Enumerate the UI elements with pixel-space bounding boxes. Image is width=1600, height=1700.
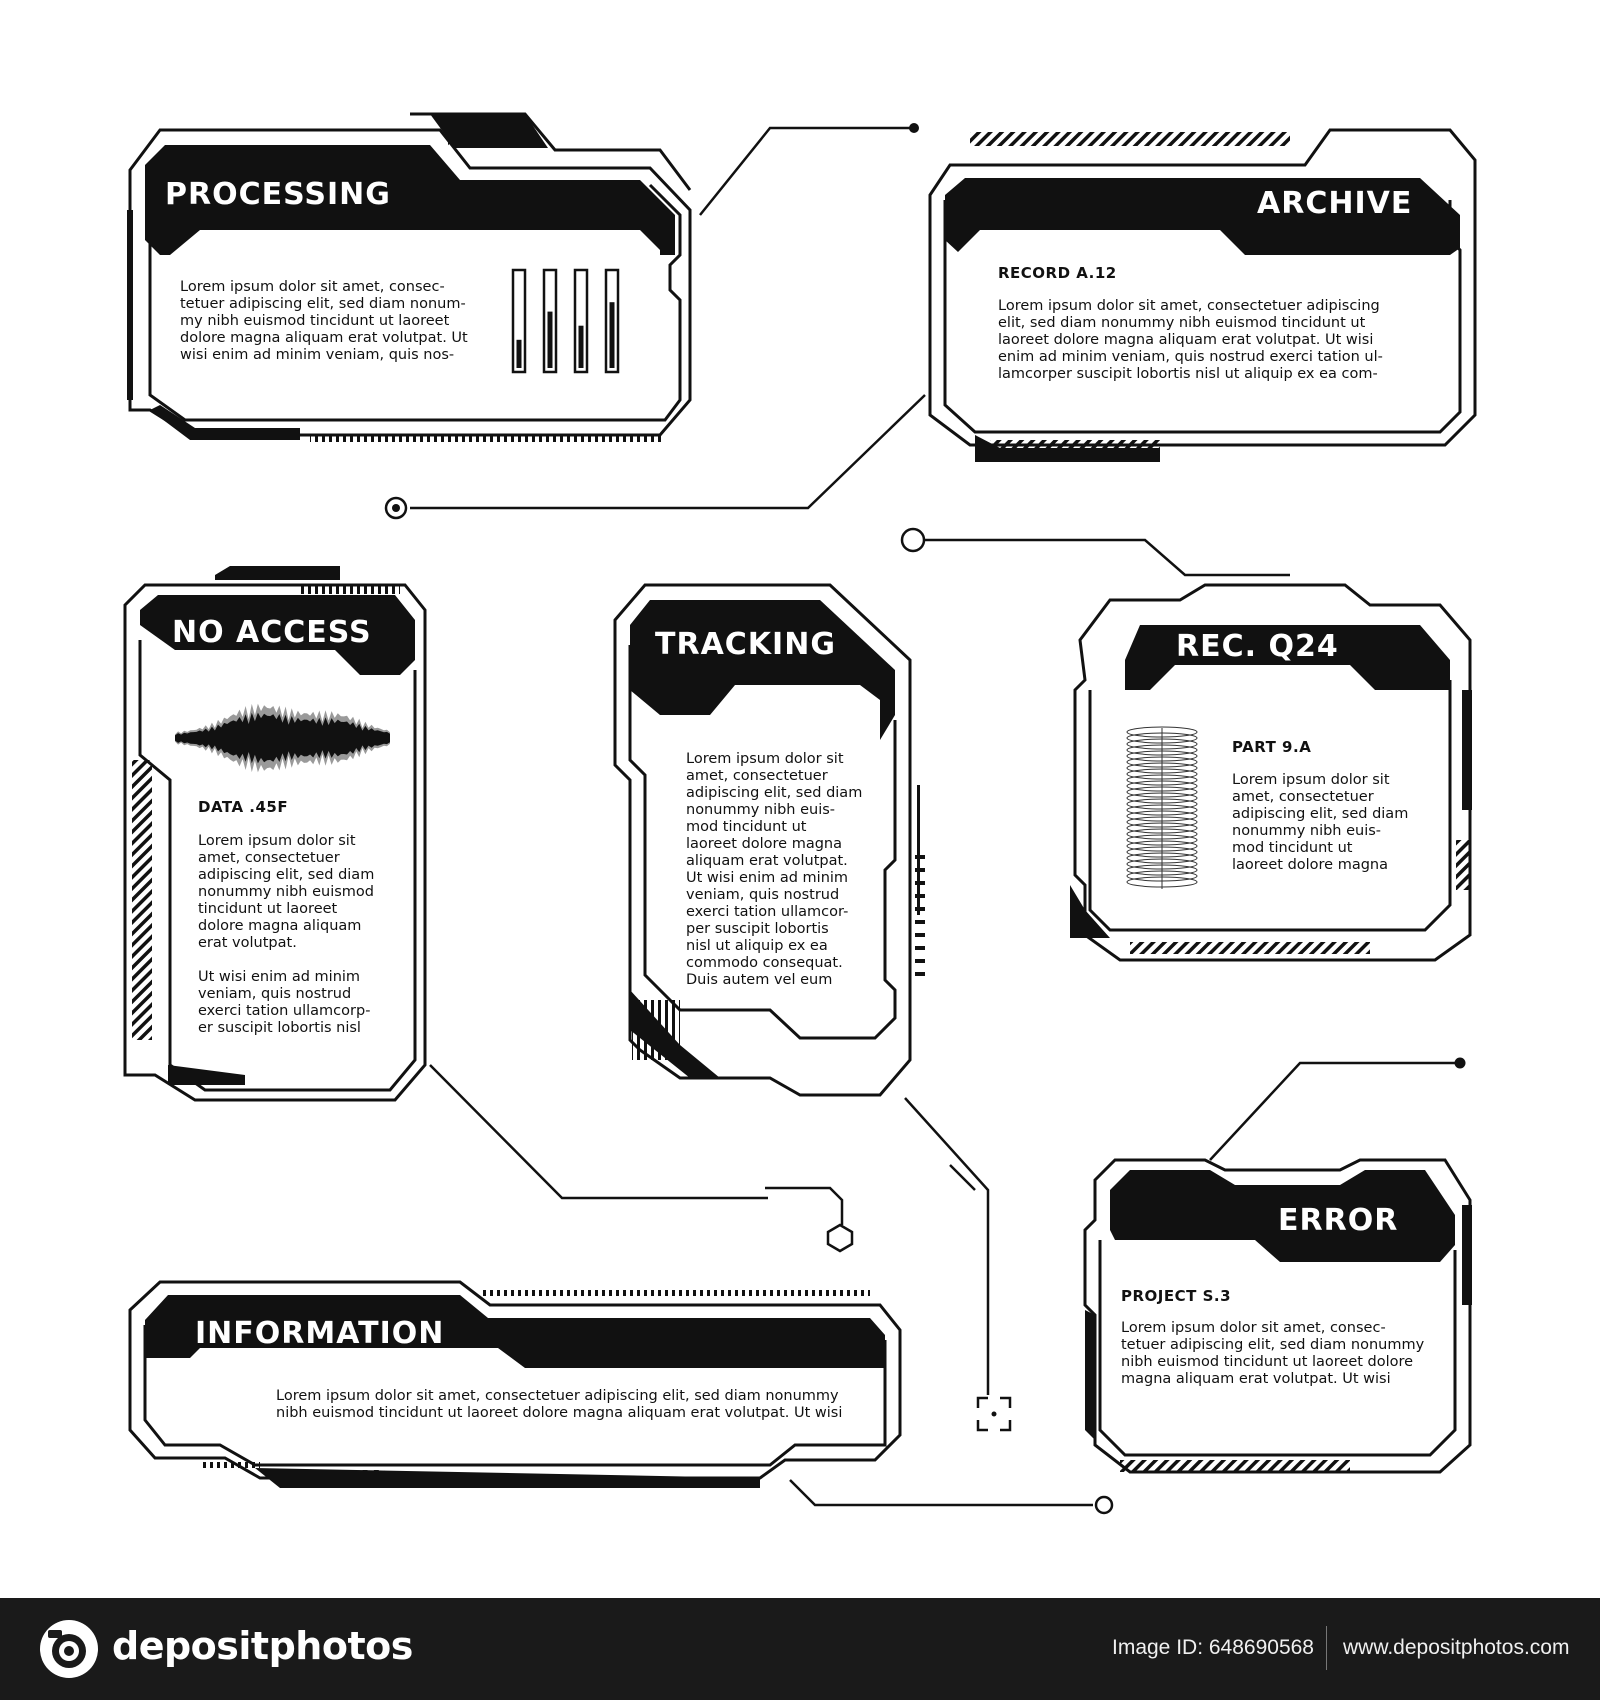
no-access-left-hatch xyxy=(132,760,152,1040)
connector-node xyxy=(909,123,919,133)
information-bottom-dashes xyxy=(200,1462,260,1468)
information-bottom-hatch xyxy=(275,1470,385,1486)
no-access-top-hatch xyxy=(300,586,400,594)
rec-body: Lorem ipsum dolor sit amet, consectetuer adipiscing elit, sed diam nonummy nibh euis- mod tincidunt ut laoreet dolore magna xyxy=(1232,772,1409,873)
error-body: Lorem ipsum dolor sit amet, consec- tetuer adipiscing elit, sed diam nonummy nibh euismod tincidunt ut laoreet dolore magna aliquam erat volutpat. Ut wisi xyxy=(1121,1320,1425,1387)
connector-information xyxy=(790,1480,1093,1505)
information-body: Lorem ipsum dolor sit amet, consectetuer adipiscing elit, sed diam nonummy nibh euismod tincidunt ut laoreet dolore magna aliquam erat volutpat. Ut wisi xyxy=(276,1388,843,1421)
no-access-subtitle: DATA .45F xyxy=(198,798,289,816)
processing-tab-hatch xyxy=(448,132,528,146)
processing-title: PROCESSING xyxy=(165,177,391,212)
archive-bottom-hatch xyxy=(990,440,1160,454)
site-url-link[interactable]: www.depositphotos.com xyxy=(1343,1636,1570,1659)
connector-rec xyxy=(924,540,1290,575)
error-right-block xyxy=(1462,1205,1472,1305)
information-node xyxy=(1096,1497,1112,1513)
connector-hex xyxy=(765,1188,842,1225)
target-node-dot xyxy=(392,504,400,512)
level-meter-fill xyxy=(548,312,553,368)
waveform-graphic xyxy=(175,704,390,773)
footer-divider xyxy=(1326,1626,1327,1670)
archive-frame xyxy=(930,130,1475,445)
coil-graphic xyxy=(1127,727,1197,889)
rec-bottom-hatch xyxy=(1130,942,1370,954)
rec-subtitle: PART 9.A xyxy=(1232,738,1312,756)
camera-logo-icon xyxy=(38,1618,100,1680)
archive-body: Lorem ipsum dolor sit amet, consectetuer adipiscing elit, sed diam nonummy nibh euismod tincidunt ut laoreet dolore magna aliquam erat volutpat. Ut wisi enim ad minim veniam, quis nostrud exerci tation ul- lamcorper suscipit lobortis nisl ut aliquip ex ea com- xyxy=(998,298,1383,382)
connector-tracking xyxy=(905,1098,988,1395)
error-title: ERROR xyxy=(1278,1203,1399,1238)
connector-no-access xyxy=(430,1065,768,1198)
information-title: INFORMATION xyxy=(195,1316,445,1351)
archive-subtitle: RECORD A.12 xyxy=(998,264,1117,282)
focus-dot xyxy=(992,1412,997,1417)
no-access-body: Lorem ipsum dolor sit amet, consectetuer adipiscing elit, sed diam nonummy nibh euismod tincidunt ut laoreet dolore magna aliquam erat volutpat. Ut wisi enim ad minim veniam, quis nostrud exerci tation ullamcorp- er suscipit lobortis nisl xyxy=(198,833,375,1036)
no-access-top-block xyxy=(215,566,340,580)
level-meter-fill xyxy=(579,326,584,368)
rec-title: REC. Q24 xyxy=(1176,629,1339,664)
no-access-title: NO ACCESS xyxy=(172,615,372,650)
connector-tracking-outer xyxy=(950,1165,975,1190)
archive-title: ARCHIVE xyxy=(1257,186,1413,221)
rec-right-hatch xyxy=(1456,840,1470,890)
open-node xyxy=(902,529,924,551)
tracking-title: TRACKING xyxy=(655,627,836,662)
watermark-footer xyxy=(0,1598,1600,1700)
tracking-title-bar xyxy=(630,600,895,740)
logo-wordmark[interactable]: depositphotos xyxy=(112,1624,413,1668)
hex-node xyxy=(828,1225,852,1251)
image-id-text: Image ID: 648690568 xyxy=(1112,1636,1314,1659)
archive-top-hatch xyxy=(970,132,1290,146)
error-left-block xyxy=(1085,1310,1095,1440)
information-top-dashes xyxy=(480,1290,870,1296)
processing-level-meters xyxy=(513,270,618,372)
error-bottom-hatch xyxy=(1120,1460,1350,1472)
connector-processing xyxy=(700,128,912,215)
no-access-bottom-block xyxy=(168,1065,245,1085)
processing-body: Lorem ipsum dolor sit amet, consec- tetuer adipiscing elit, sed diam nonum- my nibh euismod tincidunt ut laoreet dolore magna aliquam erat volutpat. Ut wisi enim ad minim veniam, quis nos- xyxy=(180,279,468,363)
processing-title-inner-cut xyxy=(170,230,660,265)
connector-error xyxy=(1210,1063,1455,1160)
error-node xyxy=(1455,1058,1466,1069)
rec-right-block xyxy=(1462,690,1472,810)
level-meter-fill xyxy=(610,302,615,368)
connector-archive xyxy=(410,395,925,508)
level-meter-fill xyxy=(517,340,522,368)
error-subtitle: PROJECT S.3 xyxy=(1121,1287,1232,1305)
tracking-body: Lorem ipsum dolor sit amet, consectetuer adipiscing elit, sed diam nonummy nibh euis- mod tincidunt ut laoreet dolore magna aliquam erat volutpat. Ut wisi enim ad minim veniam, quis nostrud exerci tation ullamcor- per suscipit lobortis nisl ut aliquip ex ea commodo consequat. Duis autem vel eum xyxy=(686,751,863,988)
processing-bottom-dash xyxy=(310,436,665,442)
